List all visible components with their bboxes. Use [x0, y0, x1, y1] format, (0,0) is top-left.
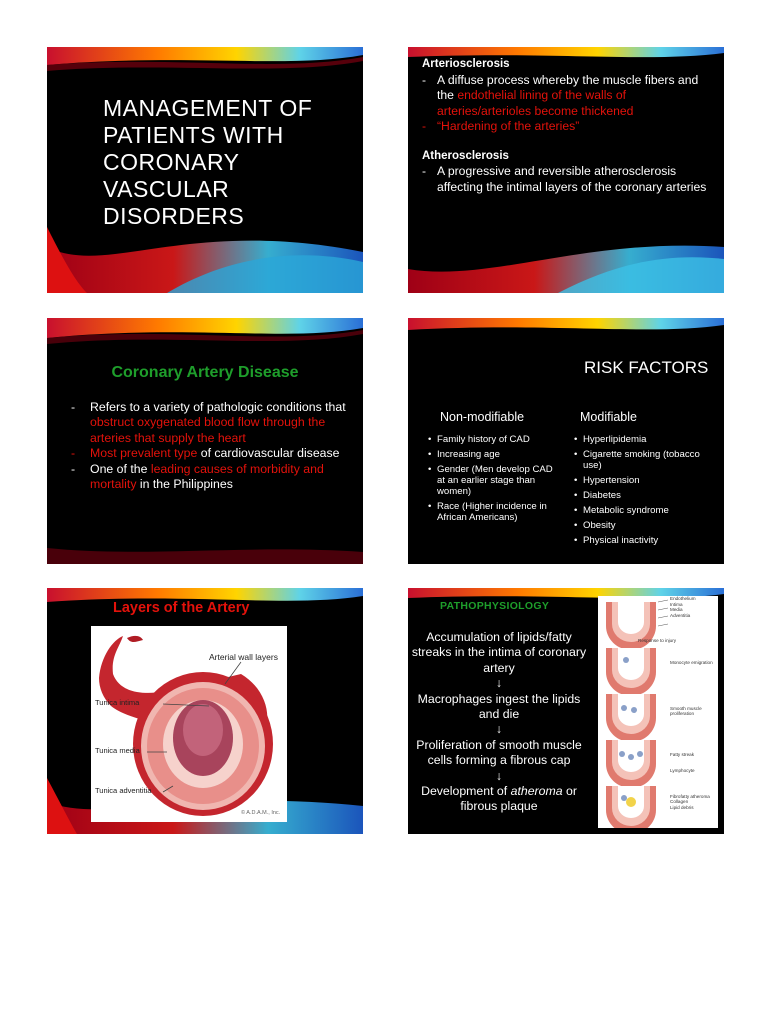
slide-title [47, 47, 363, 293]
pathophysiology-flow [408, 630, 590, 815]
image-credit: © A.D.A.M., Inc. [241, 810, 281, 816]
figure-label: Monocyte emigration [670, 660, 713, 665]
bullet-marker: • [574, 434, 578, 445]
flow-step-text: Development of [421, 784, 511, 799]
slide-body [422, 57, 717, 195]
dash-marker: - [422, 119, 427, 133]
bullet-text: A diffuse process whereby the muscle fibers and the [437, 72, 699, 102]
list-item-text: Gender (Men develop CAD at an earlier stage than women) [437, 464, 553, 497]
heading-atherosclerosis: Atherosclerosis [422, 149, 509, 162]
down-arrow-icon: ↓ [495, 722, 503, 737]
bullet-marker: • [428, 464, 432, 475]
figure-label: Media [670, 607, 683, 613]
bullet-text-highlight: obstruct oxygenated blood flow through the arteries that supply the heart [90, 415, 326, 445]
column-heading-nonmodifiable: Non-modifiable [440, 410, 525, 424]
bullet-text-highlight: “Hardening of the arteries” [437, 119, 580, 133]
figure-layer-labels [670, 596, 696, 618]
list-item [574, 475, 714, 486]
list-item [574, 520, 714, 531]
bullet-text-highlight: Most prevalent type [90, 446, 198, 461]
figure-label: Intima [670, 601, 683, 607]
bullet-marker: • [574, 520, 578, 531]
bullet-text: in the Philippines [136, 477, 233, 492]
down-arrow-icon: ↓ [495, 768, 503, 783]
slide-heading: Coronary Artery Disease [111, 364, 299, 381]
nonmodifiable-list [428, 434, 563, 527]
figure-label: Lymphocyte [670, 768, 695, 773]
bullet-marker: • [574, 475, 578, 486]
bullet-marker: • [428, 434, 432, 445]
slide-heading: PATHOPHYSIOLOGY [440, 600, 550, 612]
figure-label: Endothelium [670, 596, 696, 601]
bullet-text: One of the [90, 461, 151, 476]
bullet-marker: • [574, 535, 578, 546]
slide-title-text [103, 95, 353, 230]
list-item-text: Obesity [583, 520, 616, 531]
dash-marker: - [422, 72, 427, 87]
bullet-text: A progressive and reversible atherosclerosis affecting the intimal layers of the coronary arteries [437, 164, 707, 194]
bullet-text-highlight: leading causes of morbidity and mortality [90, 461, 324, 492]
list-item [428, 501, 563, 523]
figure-label: Response to injury [638, 638, 677, 643]
slide-arteriosclerosis [408, 47, 724, 293]
list-item-text: Race (Higher incidence in African Americans) [437, 501, 547, 523]
dash-marker: - [71, 461, 76, 476]
bullet-item [71, 462, 356, 493]
list-item [428, 464, 563, 497]
title-line: VASCULAR [103, 176, 230, 202]
figure-label: Collagen [670, 799, 689, 805]
figure-label: Adventitia [670, 612, 691, 618]
bullet-item [71, 400, 356, 446]
list-item-text: Physical inactivity [583, 535, 659, 546]
label-tunica-adventitia: Tunica adventitia [95, 786, 152, 795]
title-line: PATIENTS WITH [103, 122, 284, 148]
figure-label: Fibrofatty atheroma [670, 794, 710, 799]
list-item-text: Increasing age [437, 449, 500, 460]
dash-marker: - [71, 400, 76, 414]
slide-pathophysiology [408, 588, 724, 834]
bullet-marker: • [428, 501, 432, 512]
slide-cad [47, 318, 363, 564]
dash-marker: - [71, 446, 76, 461]
flow-step [408, 784, 590, 815]
bullet-item [422, 164, 717, 195]
title-line: MANAGEMENT OF [103, 95, 313, 121]
bullet-text: Refers to a variety of pathologic conditions that [90, 400, 346, 414]
bullet-text: of cardiovascular disease [197, 446, 340, 461]
list-item-text: Cigarette smoking (tobacco use) [583, 449, 700, 471]
title-line: DISORDERS [103, 203, 245, 229]
slide-risk-factors [408, 318, 724, 564]
bullet-marker: • [574, 505, 578, 516]
list-item [574, 434, 714, 445]
heading-arteriosclerosis: Arteriosclerosis [422, 58, 510, 70]
figure-label: Fatty streak [670, 752, 694, 757]
list-item-text: Family history of CAD [437, 434, 530, 445]
title-line: CORONARY [103, 149, 240, 175]
flow-step-emphasis: atheroma [510, 784, 563, 799]
modifiable-list [574, 434, 714, 550]
list-item-text: Metabolic syndrome [583, 505, 669, 516]
bullet-marker: • [574, 449, 578, 460]
down-arrow-icon: ↓ [495, 676, 503, 691]
atherogenesis-figure [598, 596, 718, 828]
figure-label: Lipid debris [670, 804, 694, 810]
bullet-item [71, 446, 356, 461]
flow-step: Macrophages ingest the lipids and die [417, 691, 581, 722]
slide-heading: Layers of the Artery [113, 600, 250, 616]
bullet-marker: • [428, 449, 432, 460]
bullet-item [422, 73, 717, 120]
list-item [574, 535, 714, 546]
flow-step: Accumulation of lipids/fatty streaks in the intima of coronary artery [411, 630, 587, 675]
dash-marker: - [422, 164, 427, 178]
flow-step-text: or fibrous plaque [460, 784, 577, 814]
slide-heading: RISK FACTORS [584, 358, 709, 377]
bullet-marker: • [574, 490, 578, 501]
artery-illustration [91, 626, 287, 822]
slide-artery-layers [47, 588, 363, 834]
bullet-item [422, 119, 717, 135]
slide-body [71, 400, 356, 492]
figure-label: Smooth muscle proliferation [670, 706, 702, 717]
list-item [428, 434, 563, 445]
illustration-title: Arterial wall layers [209, 652, 278, 662]
list-item-text: Diabetes [583, 490, 621, 501]
list-item [574, 449, 714, 471]
bullet-text-highlight: endothelial lining of the walls of arteries/arterioles become thickened [437, 88, 634, 118]
figure-labels-final [670, 794, 716, 810]
label-tunica-intima: Tunica intima [95, 698, 140, 707]
list-item-text: Hyperlipidemia [583, 434, 647, 445]
column-heading-modifiable: Modifiable [580, 410, 637, 424]
flow-step: Proliferation of smooth muscle cells forming a fibrous cap [416, 737, 582, 768]
list-item-text: Hypertension [583, 475, 640, 486]
list-item [574, 505, 714, 516]
list-item [428, 449, 563, 460]
list-item [574, 490, 714, 501]
label-tunica-media: Tunica media [95, 746, 140, 755]
